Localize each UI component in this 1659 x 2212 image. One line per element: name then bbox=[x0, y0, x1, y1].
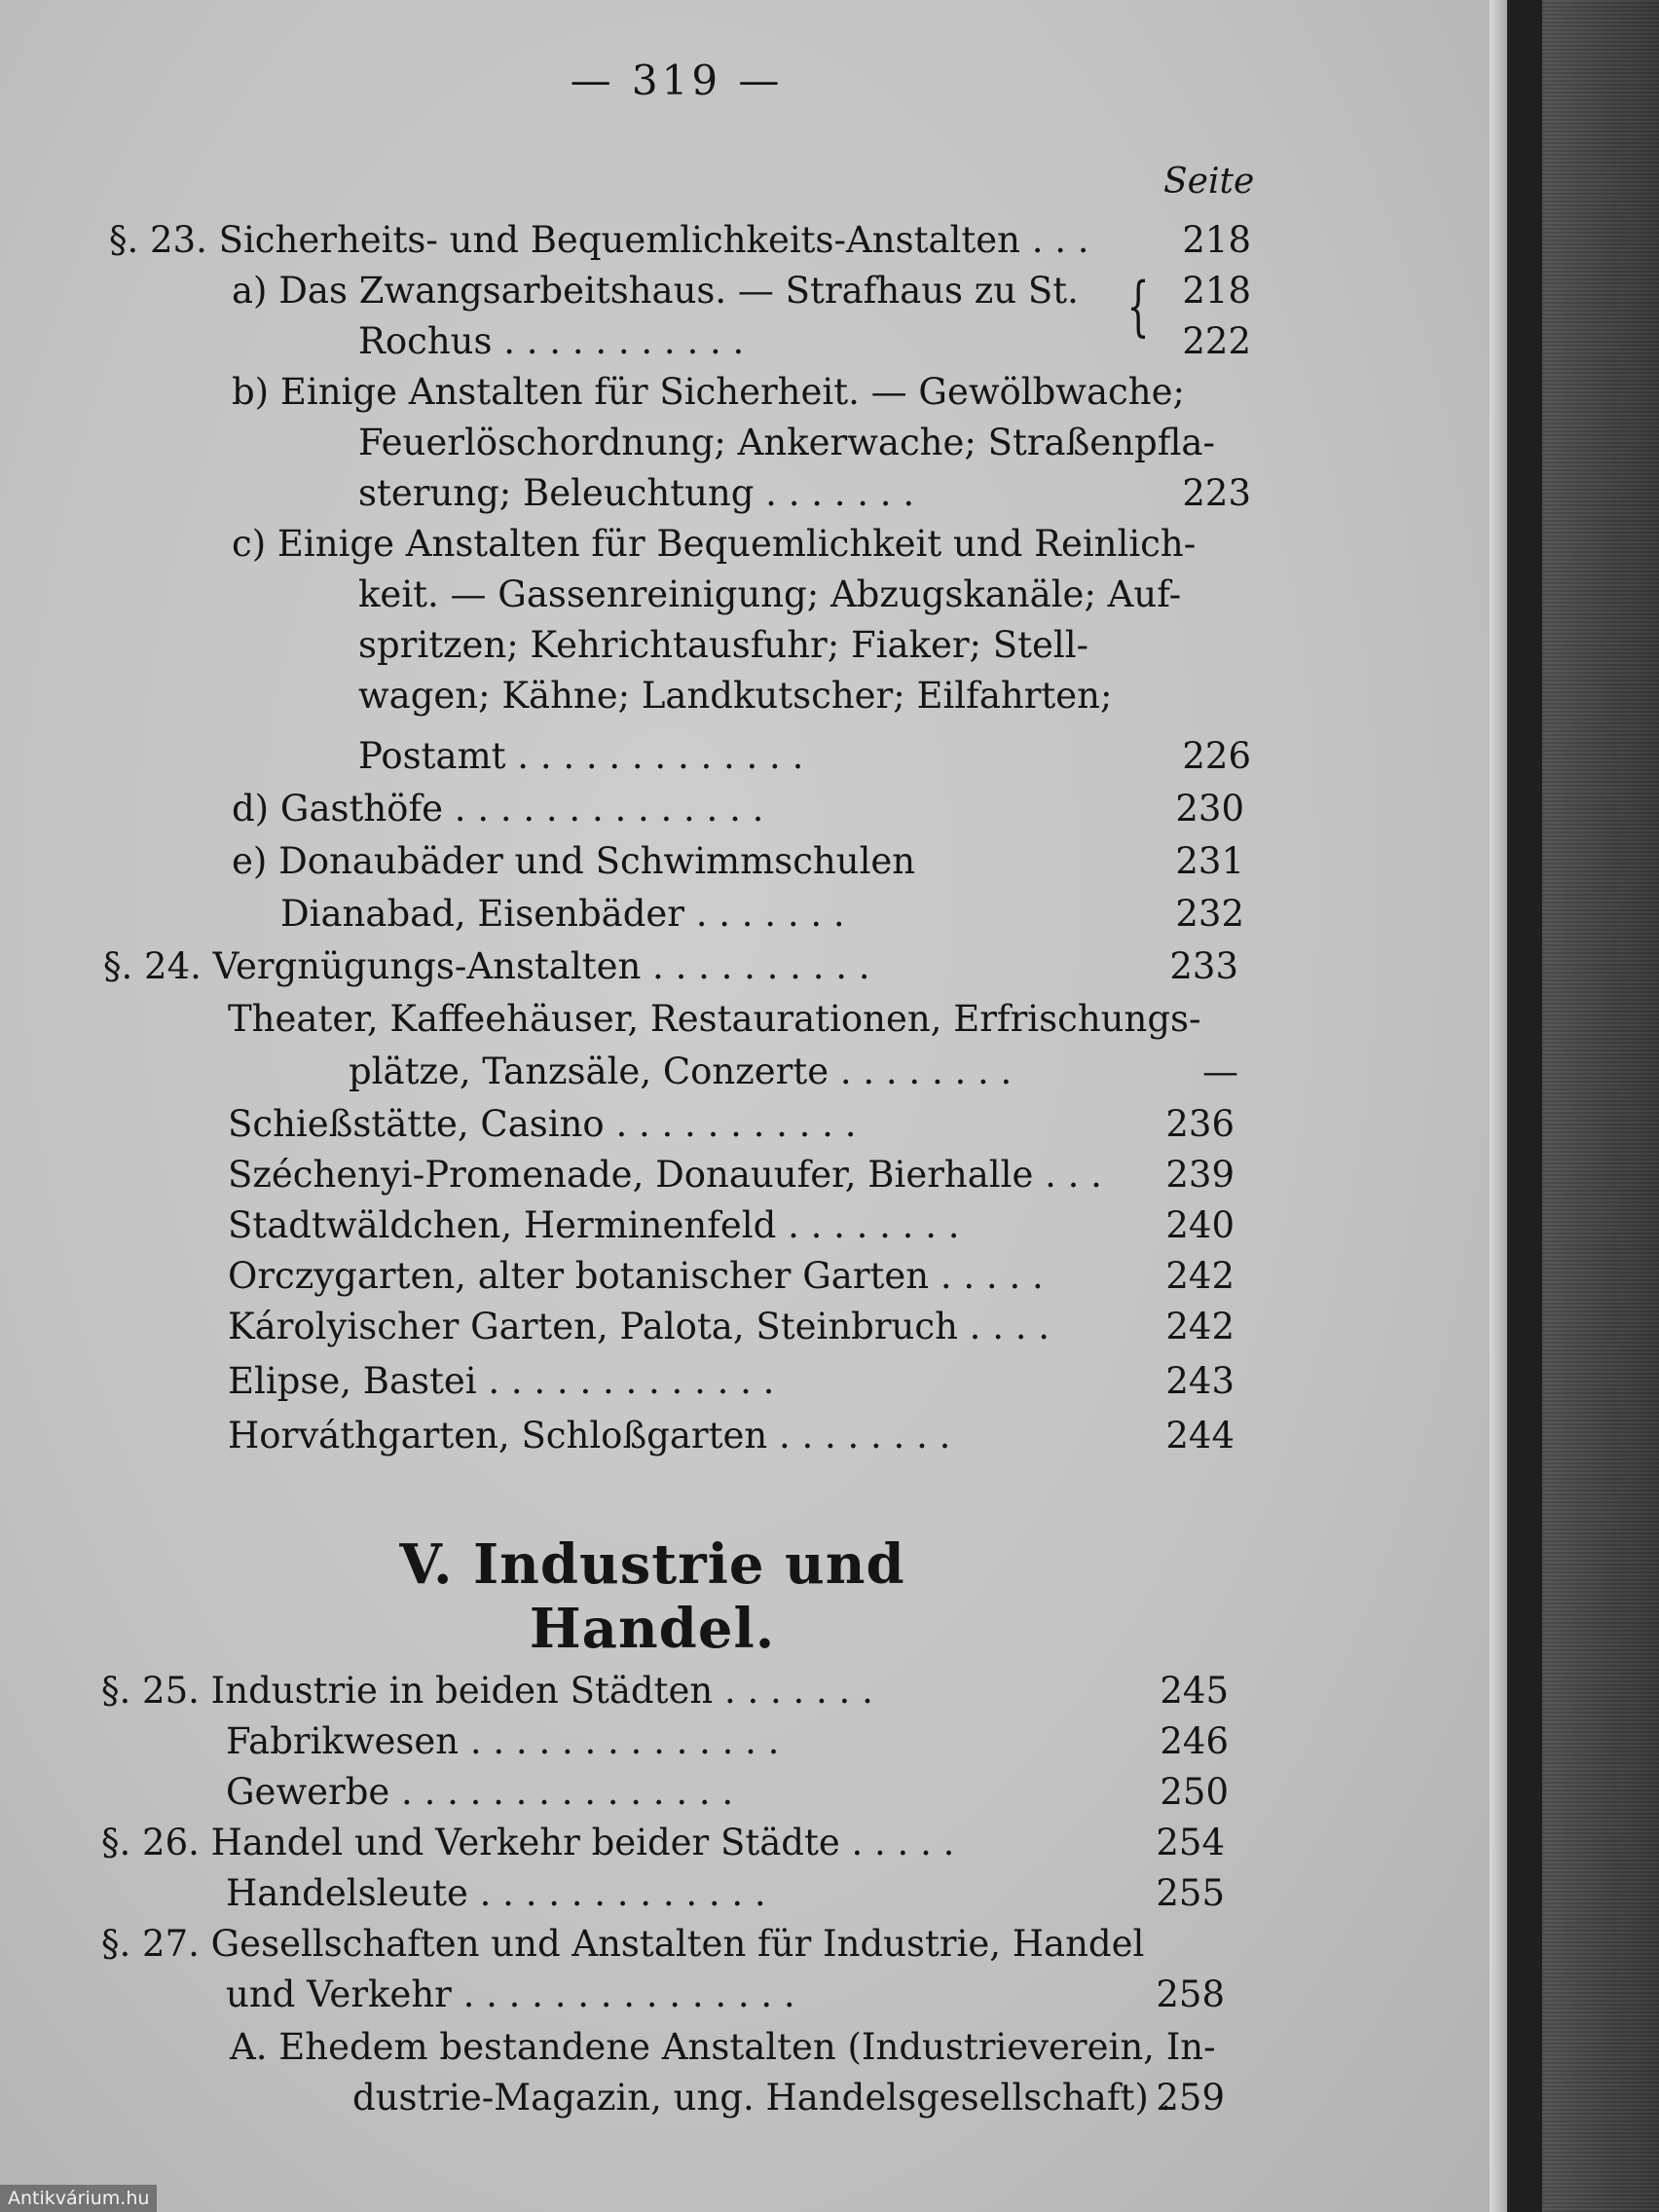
page-edge bbox=[1490, 0, 1507, 2212]
toc-page-number: 239 bbox=[1165, 1154, 1235, 1196]
toc-line: a) Das Zwangsarbeitshaus. — Strafhaus zu St. bbox=[232, 270, 1079, 312]
toc-page-number: 245 bbox=[1160, 1670, 1229, 1712]
toc-line: §. 23. Sicherheits- und Bequemlichkeits-Anstalten . . . bbox=[109, 219, 1089, 261]
section-heading: V. Industrie und Handel. bbox=[399, 1532, 905, 1661]
toc-line: Schießstätte, Casino . . . . . . . . . . . bbox=[228, 1103, 857, 1145]
toc-line: §. 27. Gesellschaften und Anstalten für Industrie, Handel bbox=[101, 1923, 1145, 1965]
toc-page-number: 258 bbox=[1156, 1973, 1225, 2015]
brace-mark: { bbox=[1126, 269, 1150, 344]
toc-page-number: 246 bbox=[1160, 1720, 1229, 1762]
toc-line: §. 24. Vergnügungs-Anstalten . . . . . . . . . . bbox=[103, 945, 870, 987]
toc-page-number: 231 bbox=[1175, 840, 1244, 882]
toc-line: Handelsleute . . . . . . . . . . . . . bbox=[226, 1872, 766, 1914]
toc-line: b) Einige Anstalten für Sicherheit. — Gewölbwache; bbox=[232, 371, 1185, 413]
column-header-seite: Seite bbox=[1163, 162, 1255, 202]
book-spine bbox=[1507, 0, 1542, 2212]
toc-page-number: 226 bbox=[1182, 735, 1251, 777]
toc-page-number: 244 bbox=[1165, 1415, 1235, 1456]
toc-line: Fabrikwesen . . . . . . . . . . . . . . bbox=[226, 1720, 780, 1762]
book-cover-shade bbox=[1542, 0, 1659, 2212]
toc-page-number: 250 bbox=[1160, 1771, 1229, 1813]
toc-line: spritzen; Kehrichtausfuhr; Fiaker; Stell- bbox=[358, 624, 1089, 666]
toc-page-number: — bbox=[1202, 1051, 1238, 1092]
toc-line: Horváthgarten, Schloßgarten . . . . . . . . bbox=[228, 1415, 951, 1456]
toc-line: Elipse, Bastei . . . . . . . . . . . . . bbox=[228, 1360, 775, 1402]
toc-line: Széchenyi-Promenade, Donauufer, Bierhalle . . . bbox=[228, 1154, 1102, 1196]
toc-page-number: 218 bbox=[1182, 219, 1251, 261]
toc-line: Dianabad, Eisenbäder . . . . . . . bbox=[280, 893, 845, 935]
toc-page-number: 242 bbox=[1165, 1306, 1235, 1347]
toc-line: keit. — Gassenreinigung; Abzugskanäle; Auf- bbox=[358, 573, 1182, 615]
toc-line: Gewerbe . . . . . . . . . . . . . . . bbox=[226, 1771, 734, 1813]
toc-line: sterung; Beleuchtung . . . . . . . bbox=[358, 472, 915, 514]
page-number: — 319 — bbox=[570, 56, 784, 104]
toc-line: Rochus . . . . . . . . . . . bbox=[358, 320, 745, 362]
toc-page-number: 236 bbox=[1165, 1103, 1235, 1145]
toc-line: §. 25. Industrie in beiden Städten . . . . . . . bbox=[101, 1670, 873, 1712]
toc-line: dustrie-Magazin, ung. Handelsgesellschaft) . bbox=[352, 2077, 1172, 2119]
toc-page-number: 259 bbox=[1156, 2077, 1225, 2119]
toc-page-number: 254 bbox=[1156, 1822, 1225, 1863]
toc-line: Feuerlöschordnung; Ankerwache; Straßenpfla- bbox=[358, 422, 1215, 463]
toc-line: wagen; Kähne; Landkutscher; Eilfahrten; bbox=[358, 675, 1113, 717]
toc-line: §. 26. Handel und Verkehr beider Städte . . . . . bbox=[101, 1822, 955, 1863]
toc-line: Károlyischer Garten, Palota, Steinbruch . . . . bbox=[228, 1306, 1051, 1347]
toc-page-number: 218 bbox=[1182, 270, 1251, 312]
toc-page-number: 233 bbox=[1169, 945, 1238, 987]
watermark: Antikvárium.hu bbox=[0, 2185, 157, 2212]
toc-page-number: 255 bbox=[1156, 1872, 1225, 1914]
toc-line: plätze, Tanzsäle, Conzerte . . . . . . . . bbox=[349, 1051, 1013, 1092]
toc-line: Postamt . . . . . . . . . . . . . bbox=[358, 735, 804, 777]
toc-line: Stadtwäldchen, Herminenfeld . . . . . . . . bbox=[228, 1204, 960, 1246]
toc-page-number: 222 bbox=[1182, 320, 1251, 362]
toc-page-number: 242 bbox=[1165, 1255, 1235, 1297]
toc-line: Orczygarten, alter botanischer Garten . . . . . bbox=[228, 1255, 1044, 1297]
toc-line: A. Ehedem bestandene Anstalten (Industrieverein, In- bbox=[230, 2026, 1216, 2068]
toc-page-number: 230 bbox=[1175, 788, 1244, 830]
toc-page-number: 223 bbox=[1182, 472, 1251, 514]
toc-line: und Verkehr . . . . . . . . . . . . . . . bbox=[226, 1973, 795, 2015]
toc-line: c) Einige Anstalten für Bequemlichkeit und Reinlich- bbox=[232, 523, 1197, 565]
toc-line: d) Gasthöfe . . . . . . . . . . . . . . bbox=[232, 788, 764, 830]
toc-page-number: 232 bbox=[1175, 893, 1244, 935]
toc-page-number: 243 bbox=[1165, 1360, 1235, 1402]
toc-line: Theater, Kaffeehäuser, Restaurationen, Erfrischungs- bbox=[228, 998, 1201, 1040]
toc-page-number: 240 bbox=[1165, 1204, 1235, 1246]
toc-line: e) Donaubäder und Schwimmschulen bbox=[232, 840, 916, 882]
